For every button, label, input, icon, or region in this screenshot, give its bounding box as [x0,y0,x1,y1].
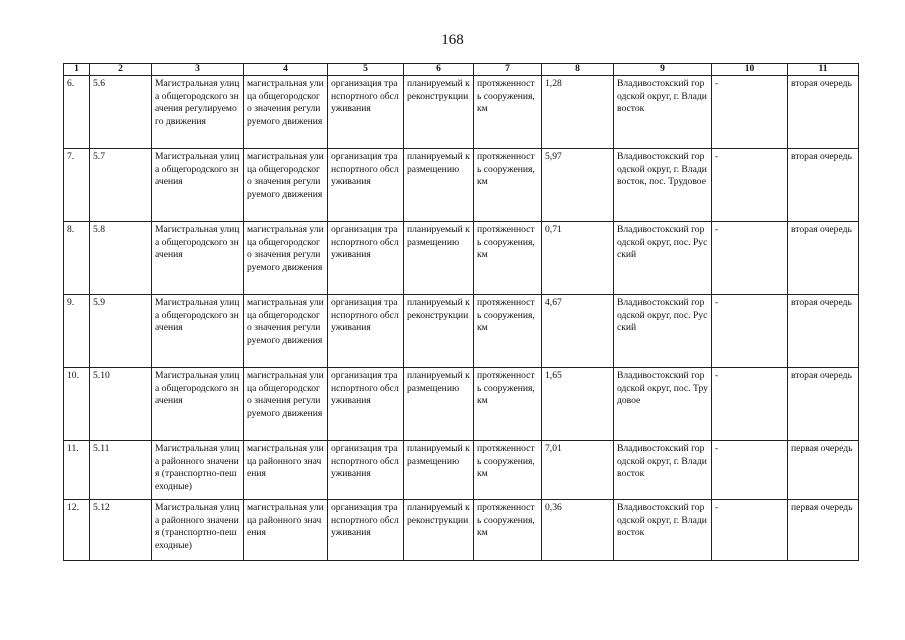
object-kind: магистральная улица общегородского значения регулируемого движения [244,368,328,441]
object-zone: - [712,149,788,222]
object-stage: вторая очередь [788,149,859,222]
object-status: планируемый к размещению [404,149,474,222]
object-parameter: протяженность сооружения, км [474,222,542,295]
object-type: Магистральная улица общегородского значения [152,295,244,368]
row-number: 9. [64,295,90,368]
object-zone: - [712,441,788,500]
object-parameter: протяженность сооружения, км [474,500,542,561]
object-kind: магистральная улица районного значения [244,500,328,561]
object-stage: вторая очередь [788,222,859,295]
object-purpose: организация транспортного обслуживания [328,222,404,295]
object-location: Владивостокский городской округ, г. Владивосток [614,76,712,149]
object-code: 5.6 [90,76,152,149]
object-code: 5.11 [90,441,152,500]
object-status: планируемый к размещению [404,368,474,441]
header-row [64,64,859,76]
table-row [64,222,859,295]
object-value: 5,97 [542,149,614,222]
object-zone: - [712,76,788,149]
object-location: Владивостокский городской округ, пос. Трудовое [614,368,712,441]
object-parameter: протяженность сооружения, км [474,76,542,149]
table-row [64,441,859,500]
object-parameter: протяженность сооружения, км [474,368,542,441]
object-stage: вторая очередь [788,295,859,368]
table-row [64,368,859,441]
object-type: Магистральная улица общегородского значения [152,222,244,295]
object-value: 1,28 [542,76,614,149]
column-header: 3 [152,64,244,76]
object-type: Магистральная улица районного значения (транспортно-пешеходные) [152,441,244,500]
object-stage: первая очередь [788,500,859,561]
object-stage: вторая очередь [788,76,859,149]
object-value: 0,36 [542,500,614,561]
column-header: 10 [712,64,788,76]
column-header: 5 [328,64,404,76]
object-kind: магистральная улица общегородского значения регулируемого движения [244,295,328,368]
object-zone: - [712,222,788,295]
object-status: планируемый к размещению [404,441,474,500]
object-kind: магистральная улица общегородского значения регулируемого движения [244,222,328,295]
object-location: Владивостокский городской округ, пос. Русский [614,222,712,295]
column-header: 9 [614,64,712,76]
column-header: 8 [542,64,614,76]
object-purpose: организация транспортного обслуживания [328,441,404,500]
object-zone: - [712,368,788,441]
page-number: 168 [441,32,464,48]
object-zone: - [712,500,788,561]
object-type: Магистральная улица районного значения (транспортно-пешеходные) [152,500,244,561]
object-kind: магистральная улица районного значения [244,441,328,500]
object-parameter: протяженность сооружения, км [474,149,542,222]
object-code: 5.9 [90,295,152,368]
object-location: Владивостокский городской округ, г. Владивосток [614,441,712,500]
object-status: планируемый к реконструкции [404,500,474,561]
table-row [64,295,859,368]
object-code: 5.8 [90,222,152,295]
row-number: 11. [64,441,90,500]
row-number: 6. [64,76,90,149]
object-zone: - [712,295,788,368]
object-purpose: организация транспортного обслуживания [328,500,404,561]
object-kind: магистральная улица общегородского значения регулируемого движения [244,149,328,222]
object-type: Магистральная улица общегородского значения регулируемого движения [152,76,244,149]
object-purpose: организация транспортного обслуживания [328,149,404,222]
row-number: 10. [64,368,90,441]
object-type: Магистральная улица общегородского значения [152,368,244,441]
object-parameter: протяженность сооружения, км [474,441,542,500]
object-location: Владивостокский городской округ, пос. Русский [614,295,712,368]
object-parameter: протяженность сооружения, км [474,295,542,368]
object-status: планируемый к реконструкции [404,76,474,149]
object-stage: первая очередь [788,441,859,500]
row-number: 7. [64,149,90,222]
object-status: планируемый к реконструкции [404,295,474,368]
column-header: 1 [64,64,90,76]
column-header: 11 [788,64,859,76]
object-value: 4,67 [542,295,614,368]
object-purpose: организация транспортного обслуживания [328,295,404,368]
object-stage: вторая очередь [788,368,859,441]
object-value: 1,65 [542,368,614,441]
row-number: 12. [64,500,90,561]
table-row [64,149,859,222]
object-value: 0,71 [542,222,614,295]
object-kind: магистральная улица общегородского значения регулируемого движения [244,76,328,149]
object-value: 7,01 [542,441,614,500]
object-purpose: организация транспортного обслуживания [328,76,404,149]
object-code: 5.7 [90,149,152,222]
column-header: 2 [90,64,152,76]
planning-table [63,63,859,561]
object-type: Магистральная улица общегородского значения [152,149,244,222]
object-status: планируемый к размещению [404,222,474,295]
object-location: Владивостокский городской округ, г. Владивосток, пос. Трудовое [614,149,712,222]
table-row [64,500,859,561]
object-code: 5.12 [90,500,152,561]
column-header: 6 [404,64,474,76]
column-header: 4 [244,64,328,76]
row-number: 8. [64,222,90,295]
object-purpose: организация транспортного обслуживания [328,368,404,441]
table-row [64,76,859,149]
column-header: 7 [474,64,542,76]
object-location: Владивостокский городской округ, г. Владивосток [614,500,712,561]
object-code: 5.10 [90,368,152,441]
